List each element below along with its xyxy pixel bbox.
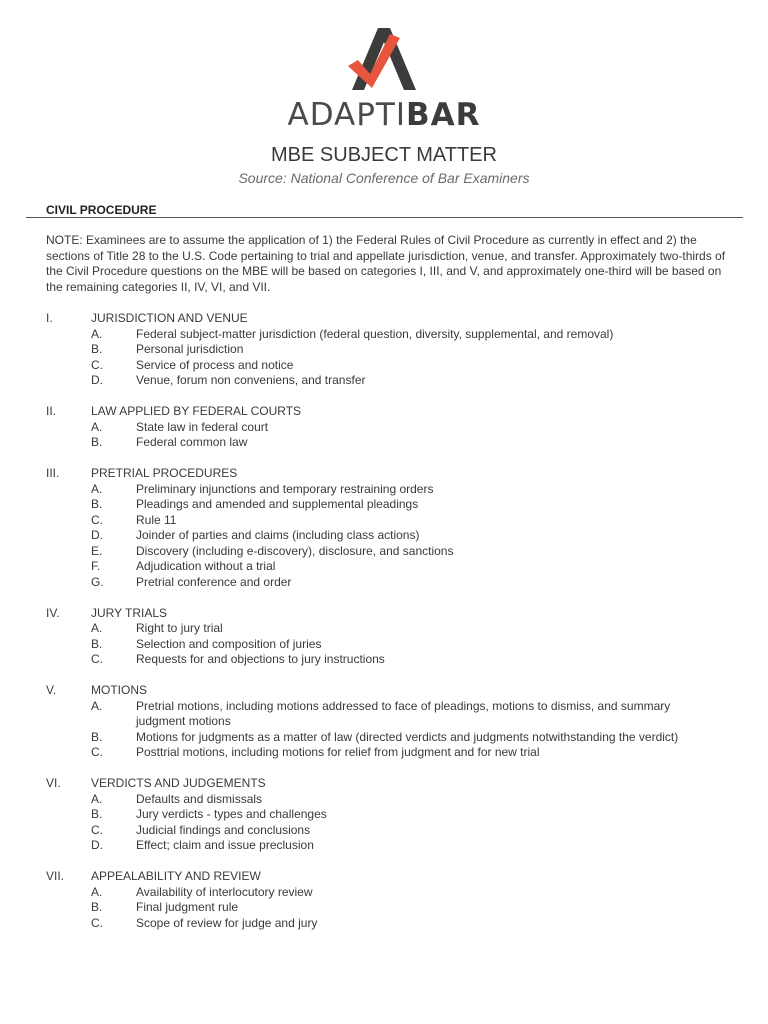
outline-item-text: Federal common law bbox=[136, 435, 248, 449]
outline-item-letter: D. bbox=[91, 528, 103, 542]
outline-numeral: IV. bbox=[46, 605, 60, 620]
outline-item bbox=[0, 482, 768, 498]
outline-heading-row bbox=[0, 776, 768, 792]
outline-item-text: Discovery (including e-discovery), disclosure, and sanctions bbox=[136, 543, 454, 558]
outline-item-letter: B. bbox=[91, 435, 103, 449]
outline-item-letter: A. bbox=[91, 884, 103, 899]
outline-item bbox=[0, 342, 768, 358]
outline-section bbox=[0, 606, 768, 668]
divider bbox=[26, 217, 743, 218]
outline-item-letter: B. bbox=[91, 497, 103, 511]
outline-item bbox=[0, 544, 768, 560]
outline-item-text: Pretrial conference and order bbox=[136, 574, 292, 589]
outline-item-letter: D. bbox=[91, 373, 103, 387]
outline-item-letter: C. bbox=[91, 512, 103, 527]
outline-heading: PRETRIAL PROCEDURES bbox=[91, 466, 238, 480]
outline-item-letter: B. bbox=[91, 729, 103, 744]
brand-bold: BAR bbox=[406, 97, 481, 133]
outline-item-text: Federal subject-matter jurisdiction (federal question, diversity, supplemental, and removal) bbox=[136, 326, 614, 341]
outline-item-text: Venue, forum non conveniens, and transfer bbox=[136, 373, 366, 387]
outline-numeral: V. bbox=[46, 683, 57, 697]
outline-item-text: Effect; claim and issue preclusion bbox=[136, 838, 314, 852]
outline-item-text: Scope of review for judge and jury bbox=[136, 915, 318, 930]
outline-item-letter: A. bbox=[91, 698, 103, 713]
outline-item-text: Preliminary injunctions and temporary restraining orders bbox=[136, 481, 434, 496]
outline-item-letter: D. bbox=[91, 838, 103, 852]
outline-numeral: II. bbox=[46, 404, 57, 418]
outline-item bbox=[0, 637, 768, 653]
outline-item-letter: A. bbox=[91, 481, 103, 496]
outline-heading: MOTIONS bbox=[91, 683, 147, 697]
outline-item-letter: E. bbox=[91, 543, 103, 558]
outline-item-text: Motions for judgments as a matter of law (directed verdicts and judgments notwithstanding the verdict) bbox=[136, 729, 679, 744]
logo bbox=[0, 26, 768, 92]
section-heading: CIVIL PROCEDURE bbox=[46, 203, 157, 217]
outline-item-text: Pleadings and amended and supplemental pleadings bbox=[136, 497, 419, 511]
outline-item-letter: A. bbox=[91, 621, 103, 635]
outline-item bbox=[0, 730, 768, 746]
outline-item-letter: A. bbox=[91, 791, 103, 806]
outline-item-text: Rule 11 bbox=[136, 512, 177, 527]
outline-item bbox=[0, 497, 768, 513]
outline-numeral: I. bbox=[46, 311, 53, 325]
outline-item-letter: B. bbox=[91, 342, 103, 356]
outline-item bbox=[0, 652, 768, 668]
outline-item-letter: C. bbox=[91, 822, 103, 837]
outline-numeral: VI. bbox=[46, 776, 61, 790]
outline-item bbox=[0, 838, 768, 854]
outline-item-letter: B. bbox=[91, 807, 103, 821]
outline-item-letter: F. bbox=[91, 559, 101, 573]
outline-item bbox=[0, 916, 768, 932]
outline-section bbox=[0, 466, 768, 590]
outline-item bbox=[0, 792, 768, 808]
subject-outline bbox=[0, 311, 768, 947]
outline-item-text: State law in federal court bbox=[136, 419, 269, 434]
outline-item-text: Final judgment rule bbox=[136, 900, 239, 914]
outline-heading: LAW APPLIED BY FEDERAL COURTS bbox=[91, 404, 302, 418]
outline-item bbox=[0, 575, 768, 591]
outline-item-text: Judicial findings and conclusions bbox=[136, 822, 311, 837]
outline-item bbox=[0, 528, 768, 544]
outline-item bbox=[0, 900, 768, 916]
outline-item bbox=[0, 823, 768, 839]
source-line: Source: National Conference of Bar Examiners bbox=[238, 170, 530, 186]
outline-item-text: Right to jury trial bbox=[136, 621, 223, 635]
outline-item-text: Service of process and notice bbox=[136, 357, 294, 372]
outline-heading-row bbox=[0, 683, 768, 699]
outline-item-text: Requests for and objections to jury instructions bbox=[136, 652, 385, 666]
outline-item-letter: B. bbox=[91, 900, 103, 914]
outline-item bbox=[0, 513, 768, 529]
outline-section bbox=[0, 311, 768, 389]
outline-heading-row bbox=[0, 311, 768, 327]
outline-item-letter: C. bbox=[91, 357, 103, 372]
outline-heading: VERDICTS AND JUDGEMENTS bbox=[91, 776, 266, 790]
outline-section bbox=[0, 869, 768, 931]
outline-item-text: Pretrial motions, including motions addressed to face of pleadings, motions to dismiss, and summary judgment motions bbox=[136, 698, 671, 728]
outline-heading-row bbox=[0, 869, 768, 885]
brand-wordmark bbox=[0, 96, 768, 134]
outline-section bbox=[0, 404, 768, 451]
outline-item-letter: A. bbox=[91, 419, 103, 434]
outline-item bbox=[0, 559, 768, 575]
outline-item-text: Personal jurisdiction bbox=[136, 342, 244, 356]
outline-item bbox=[0, 435, 768, 451]
outline-heading-row bbox=[0, 606, 768, 622]
outline-item-text: Adjudication without a trial bbox=[136, 559, 276, 573]
outline-heading: APPEALABILITY AND REVIEW bbox=[91, 869, 261, 883]
outline-item-letter: A. bbox=[91, 326, 103, 341]
outline-heading-row bbox=[0, 404, 768, 420]
outline-item bbox=[0, 621, 768, 637]
outline-item-text: Defaults and dismissals bbox=[136, 791, 263, 806]
outline-item-letter: C. bbox=[91, 652, 103, 666]
outline-item-text: Jury verdicts - types and challenges bbox=[136, 807, 327, 821]
page-title: MBE SUBJECT MATTER bbox=[271, 144, 497, 166]
outline-item-text: Availability of interlocutory review bbox=[136, 884, 313, 899]
outline-heading: JURY TRIALS bbox=[91, 605, 168, 620]
brand-light: ADAPTI bbox=[287, 97, 406, 133]
outline-item bbox=[0, 327, 768, 343]
outline-numeral: III. bbox=[46, 466, 60, 480]
adaptibar-logo-icon bbox=[344, 26, 424, 92]
outline-section bbox=[0, 776, 768, 854]
outline-numeral: VII. bbox=[46, 869, 65, 883]
outline-item-letter: C. bbox=[91, 745, 103, 759]
note-paragraph: NOTE: Examinees are to assume the application of 1) the Federal Rules of Civil Procedure as currently in effect and 2) the sections of Title 28 to the U.S. Code pertaining to trial and appellate jurisdiction, venue, and transfer. Approximately two-thirds of the Civil Procedure questions on the MBE will be based on categories I, III, and V, and approximately one-third will be based on the remaining categories II, IV, VI, and VII. bbox=[46, 233, 726, 294]
outline-item bbox=[0, 745, 768, 761]
outline-item bbox=[0, 358, 768, 374]
outline-item-letter: B. bbox=[91, 636, 103, 651]
outline-heading: JURISDICTION AND VENUE bbox=[91, 311, 248, 325]
outline-item bbox=[0, 420, 768, 436]
outline-heading-row bbox=[0, 466, 768, 482]
outline-item bbox=[0, 885, 768, 901]
outline-item-text: Selection and composition of juries bbox=[136, 636, 322, 651]
outline-item-letter: G. bbox=[91, 574, 104, 589]
outline-item bbox=[0, 699, 768, 730]
outline-item bbox=[0, 373, 768, 389]
outline-item-text: Posttrial motions, including motions for relief from judgment and for new trial bbox=[136, 745, 540, 759]
outline-item-text: Joinder of parties and claims (including class actions) bbox=[136, 528, 420, 542]
outline-item-letter: C. bbox=[91, 915, 103, 930]
outline-item bbox=[0, 807, 768, 823]
outline-section bbox=[0, 683, 768, 761]
